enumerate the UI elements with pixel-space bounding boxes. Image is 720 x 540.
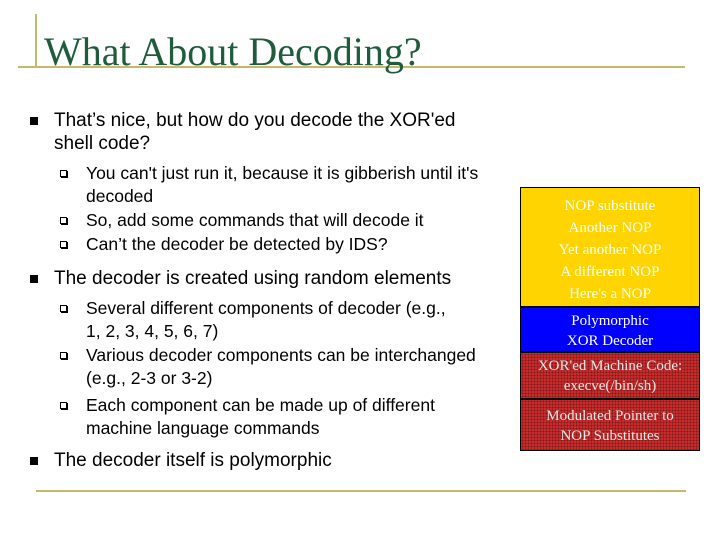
payload-box <box>520 352 700 399</box>
title-vertical-rule <box>35 14 37 68</box>
subbullet-hollow-square-icon <box>60 402 67 409</box>
bullet-2-line-1: The decoder is created using random elements <box>54 268 452 289</box>
return-address-line: NOP Substitutes <box>560 428 660 444</box>
subbullet-hollow-square-icon <box>60 170 67 177</box>
payload-line: execve(/bin/sh) <box>563 378 657 394</box>
subitem-2-3-line-1: Each component can be made up of different <box>86 395 435 415</box>
nop-line: Yet another NOP <box>558 242 662 258</box>
nop-line: Here's a NOP <box>569 286 651 302</box>
nop-line: Another NOP <box>568 220 652 236</box>
bullet-3-line-1: The decoder itself is polymorphic <box>54 450 332 471</box>
bullet-square-icon <box>30 275 38 283</box>
decoder-line: Polymorphic <box>571 313 649 329</box>
subitem-1-3-line-1: Can’t the decoder be detected by IDS? <box>86 234 388 254</box>
nop-line: NOP substitute <box>564 198 656 214</box>
decoder-line: XOR Decoder <box>566 333 654 349</box>
bullet-1-line-2: shell code? <box>54 133 151 154</box>
slide-title: What About Decoding? <box>44 29 422 74</box>
subbullet-hollow-square-icon <box>60 352 67 359</box>
return-address-line: Modulated Pointer to <box>546 408 674 424</box>
subitem-2-1-line-2: 1, 2, 3, 4, 5, 6, 7) <box>86 321 219 341</box>
subitem-2-2-line-2: (e.g., 2-3 or 3-2) <box>86 368 213 388</box>
subitem-2-1-line-1: Several different components of decoder (e.g., <box>86 298 446 318</box>
decoder-box <box>520 307 700 352</box>
bullet-1-line-1: That’s nice, but how do you decode the XOR'ed <box>54 110 456 131</box>
subitem-1-1-line-2: decoded <box>86 186 154 206</box>
subitem-1-2-line-1: So, add some commands that will decode it <box>86 210 424 230</box>
subitem-2-3-line-2: machine language commands <box>86 418 320 438</box>
subbullet-hollow-square-icon <box>60 305 67 312</box>
return-address-box <box>520 399 700 451</box>
subitem-1-1-line-1: You can't just run it, because it is gibberish until it's <box>86 163 479 183</box>
bullet-square-icon <box>30 457 38 465</box>
nop-sled-box <box>520 187 700 307</box>
bullet-square-icon <box>30 117 38 125</box>
payload-line: XOR'ed Machine Code: <box>537 358 683 374</box>
footer-rule <box>36 490 686 492</box>
nop-line: A different NOP <box>560 264 660 280</box>
subbullet-hollow-square-icon <box>60 241 67 248</box>
subbullet-hollow-square-icon <box>60 217 67 224</box>
subitem-2-2-line-1: Various decoder components can be interchanged <box>86 345 476 365</box>
